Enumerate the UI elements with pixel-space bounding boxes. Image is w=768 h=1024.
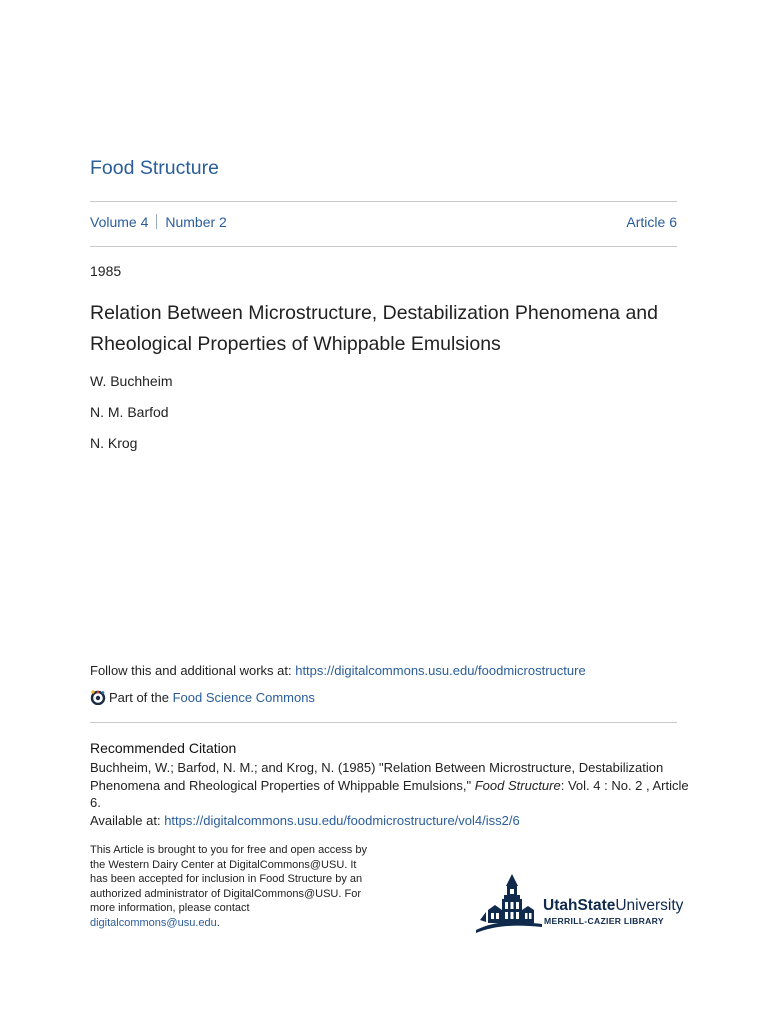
citation-line-2 <box>90 777 690 812</box>
access-notice-line-1: This Article is brought to you for free and open access by <box>90 844 367 856</box>
citation-line-2-start: Phenomena and Rheological Properties of Whippable Emulsions," <box>90 777 475 793</box>
number-link[interactable]: Number 2 <box>165 214 227 230</box>
access-notice-line-4: authorized administrator of DigitalCommons@USU. For <box>90 887 361 900</box>
part-of-label: Part of the <box>109 690 173 705</box>
volume-link[interactable]: Volume 4 <box>90 214 149 230</box>
collection-url-link[interactable]: https://digitalcommons.usu.edu/foodmicrostructure <box>295 663 586 678</box>
article-url-link[interactable]: https://digitalcommons.usu.edu/foodmicrostructure/vol4/iss2/6 <box>164 812 520 828</box>
article-title-line-1: Relation Between Microstructure, Destabilization Phenomena and <box>90 302 658 324</box>
access-notice-line-3: has been accepted for inclusion in Food Structure by an <box>90 873 363 886</box>
available-label: Available at: <box>90 812 165 828</box>
article-link[interactable]: Article 6 <box>626 214 677 230</box>
issue-separator <box>156 214 157 229</box>
access-notice-line-6 <box>90 916 390 931</box>
citation-journal-name: Food Structure <box>474 777 561 793</box>
article-title <box>90 298 690 360</box>
part-of-line <box>90 689 315 705</box>
citation-line-2-end: : Vol. 4 : No. 2 , Article 6. <box>90 777 689 810</box>
citation-text <box>90 759 690 829</box>
old-main-tower-icon <box>474 872 544 934</box>
recommended-citation-heading: Recommended Citation <box>90 740 237 756</box>
author-2: N. M. Barfod <box>90 404 169 420</box>
header-rule-bottom <box>90 246 677 247</box>
citation-rule <box>90 722 677 723</box>
journal-title-link[interactable]: Food Structure <box>90 157 219 179</box>
access-notice-line-5: more information, please contact <box>90 902 250 915</box>
citation-line-1: Buchheim, W.; Barfod, N. M.; and Krog, N. (1985) "Relation Between Microstructure, Destabilization <box>90 760 664 775</box>
publication-year: 1985 <box>90 263 122 279</box>
follow-line <box>90 663 586 678</box>
access-notice-line-2: the Western Dairy Center at DigitalCommons@USU. It <box>90 858 357 871</box>
contact-email-link[interactable]: digitalcommons@usu.edu <box>90 916 217 929</box>
library-name: MERRILL-CAZIER LIBRARY <box>544 916 664 926</box>
university-name: UtahStateUniversity <box>543 897 684 914</box>
article-title-line-2: Rheological Properties of Whippable Emulsions <box>90 333 501 355</box>
access-notice <box>90 843 390 931</box>
email-suffix: . <box>216 916 220 929</box>
issue-links <box>90 214 227 230</box>
food-science-commons-link[interactable]: Food Science Commons <box>172 690 315 705</box>
network-commons-icon <box>90 689 106 705</box>
citation-line-3 <box>90 812 690 830</box>
follow-label: Follow this and additional works at: <box>90 663 296 678</box>
usu-library-logo[interactable] <box>474 872 684 934</box>
author-3: N. Krog <box>90 435 138 451</box>
author-1: W. Buchheim <box>90 373 173 389</box>
issue-row <box>90 214 677 234</box>
header-rule-top <box>90 201 677 202</box>
